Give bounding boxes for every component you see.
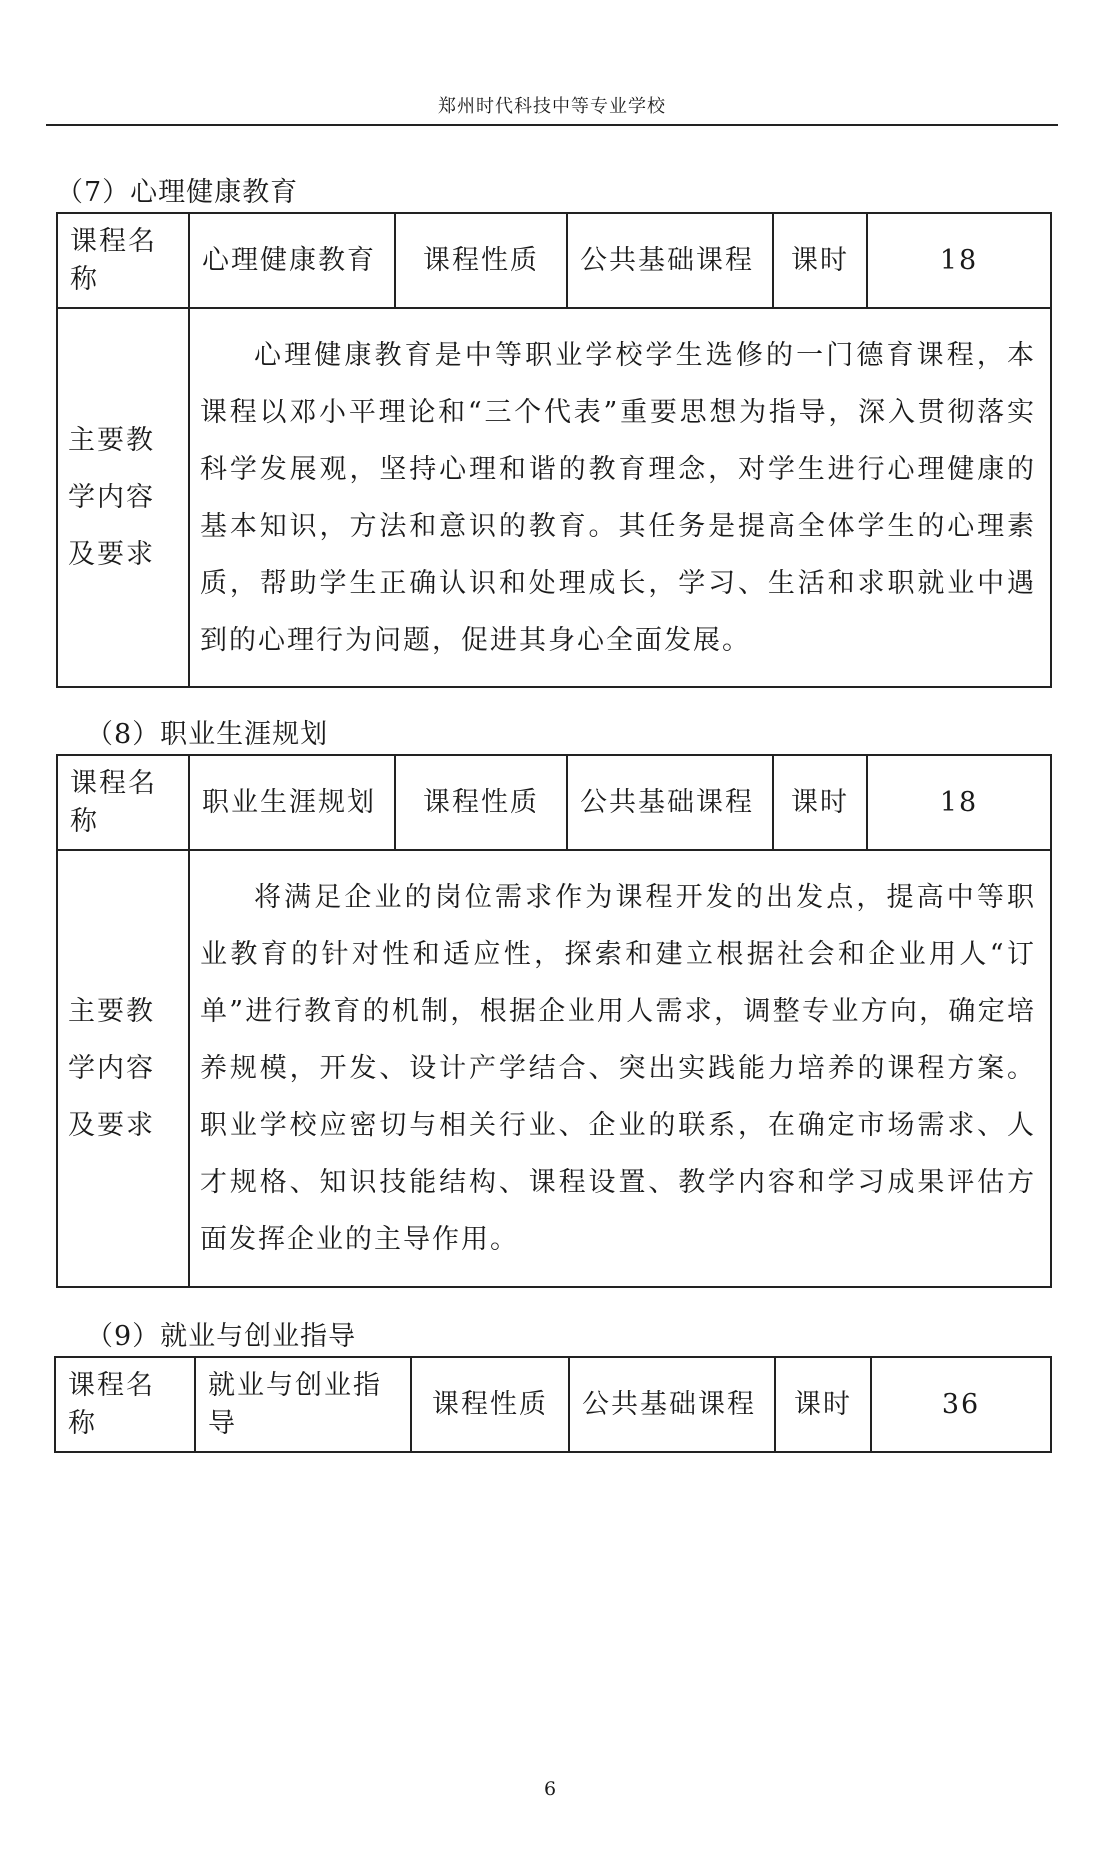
hours-label: 课时 [773, 755, 867, 850]
section-title-9: （9）就业与创业指导 [86, 1321, 357, 1352]
content-text [189, 308, 1051, 687]
content-label: 主要教学内容及要求 [57, 308, 189, 687]
table-row [55, 1357, 1051, 1452]
course-nature-label: 课程性质 [411, 1357, 569, 1452]
hours-label: 课时 [775, 1357, 871, 1452]
course-name-label: 课程名称 [57, 755, 189, 850]
hours-value: 18 [867, 755, 1051, 850]
header-rule [46, 124, 1058, 126]
course-name-label: 课程名称 [55, 1357, 195, 1452]
course-nature-label: 课程性质 [395, 213, 567, 308]
content-paragraph: 将满足企业的岗位需求作为课程开发的出发点，提高中等职业教育的针对性和适应性，探索和建立根据社会和企业用人“订单”进行教育的机制，根据企业用人需求，调整专业方向，确定培养规模，开发、设计产学结合、突出实践能力培养的课程方案。职业学校应密切与相关行业、企业的联系，在确定市场需求、人才规格、知识技能结构、课程设置、教学内容和学习成果评估方面发挥企业的主导作用。 [200, 882, 1036, 1255]
table-row [57, 850, 1051, 1287]
table-row [57, 213, 1051, 308]
hours-value: 36 [871, 1357, 1051, 1452]
course-name-value: 就业与创业指导 [195, 1357, 411, 1452]
course-nature-value: 公共基础课程 [569, 1357, 775, 1452]
course-table-7 [56, 212, 1052, 688]
page-number: 6 [543, 1778, 557, 1800]
content-label: 主要教学内容及要求 [57, 850, 189, 1287]
hours-value: 18 [867, 213, 1051, 308]
course-table-8 [56, 754, 1052, 1288]
table-row [57, 308, 1051, 687]
section-title-7: （7）心理健康教育 [56, 177, 299, 208]
course-name-value: 职业生涯规划 [189, 755, 395, 850]
course-name-label: 课程名称 [57, 213, 189, 308]
course-nature-value: 公共基础课程 [567, 213, 773, 308]
table-row [57, 755, 1051, 850]
course-nature-value: 公共基础课程 [567, 755, 773, 850]
course-nature-label: 课程性质 [395, 755, 567, 850]
hours-label: 课时 [773, 213, 867, 308]
content-paragraph: 心理健康教育是中等职业学校学生选修的一门德育课程，本课程以邓小平理论和“三个代表”重要思想为指导，深入贯彻落实科学发展观，坚持心理和谐的教育理念，对学生进行心理健康的基本知识，方法和意识的教育。其任务是提高全体学生的心理素质，帮助学生正确认识和处理成长，学习、生活和求职就业中遇到的心理行为问题，促进其身心全面发展。 [200, 339, 1036, 656]
course-name-value: 心理健康教育 [189, 213, 395, 308]
course-table-9 [54, 1356, 1052, 1453]
content-text [189, 850, 1051, 1287]
document-header: 郑州时代科技中等专业学校 [438, 96, 666, 117]
section-title-8: （8）职业生涯规划 [86, 719, 329, 750]
